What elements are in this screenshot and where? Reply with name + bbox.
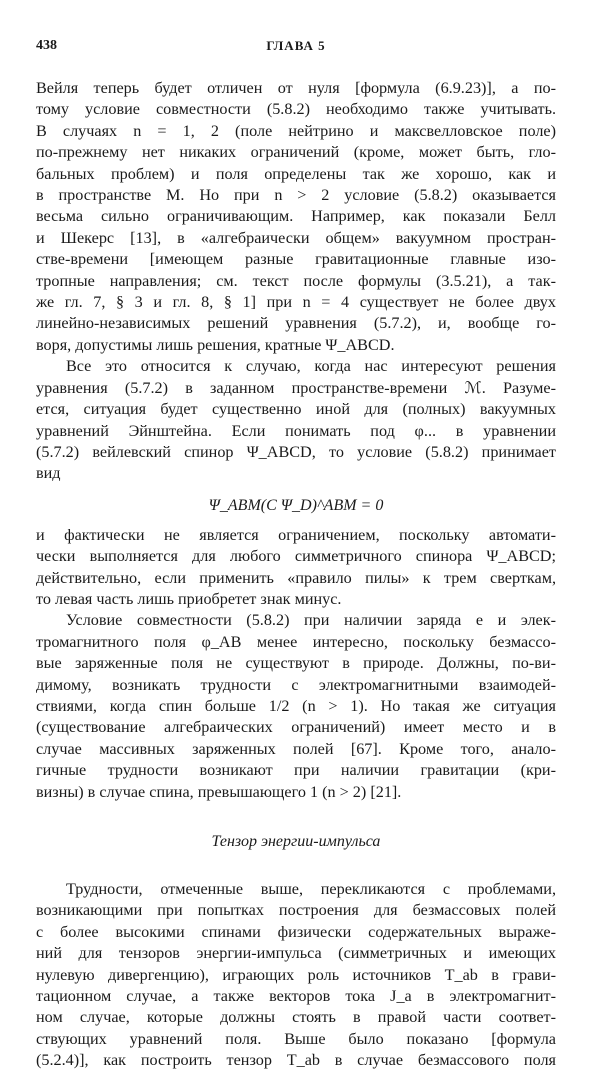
text-line: В случаях n = 1, 2 (поле нейтрино и максвелловское поле) (36, 121, 556, 140)
section-heading: Тензор энергии-импульса (211, 833, 381, 850)
text-line: воря, допустимы лишь решения, кратные Ψ_ABCD. (36, 335, 395, 354)
text-line: ствующих уравнений поля. Выше было показано [формула (36, 1029, 556, 1048)
text-line: ний для тензоров энергии-импульса (симметричных и имеющих (36, 944, 556, 963)
text-line: стве-времени [имеющем разные гравитационные главные изо- (36, 250, 556, 269)
text-line: тационном случае, а также векторов тока J_a в электромагнит- (36, 987, 556, 1006)
text-line: линейно-независимых решений уравнения (5.7.2), и, вообще го- (36, 314, 556, 333)
text-line: и Шекерс [13], в «алгебраически общем» вакуумном простран- (36, 228, 556, 247)
text-line: случае массивных заряженных полей [67]. Кроме того, анало- (36, 739, 556, 758)
text-line: весьма сильно ограничивающим. Например, как показали Белл (36, 207, 556, 226)
running-head (36, 38, 556, 60)
text-line: Вейля теперь будет отличен от нуля [формула (6.9.23)], а по- (36, 79, 556, 97)
text-line: (5.7.2) вейлевский спинор Ψ_ABCD, то условие (5.8.2) принимает (36, 442, 556, 461)
paragraph-2 (36, 356, 556, 484)
text-line: вые заряженные поля не существуют в природе. Должны, по-ви- (36, 654, 556, 673)
text-line: (существование алгебраических ограничений) имеет место и в (36, 718, 556, 737)
text-line: чески выполняется для любого симметричного спинора Ψ_ABCD; (36, 547, 556, 566)
book-page (36, 38, 556, 1072)
text-line: (5.2.4)], как построить тензор T_ab в случае безмассового поля (36, 1051, 556, 1070)
text-line: с более высокими спинами физически содержательных выраже- (36, 922, 556, 941)
page-number: 438 (36, 38, 57, 53)
text-line: уравнений Эйнштейна. Если понимать под φ... в уравнении (36, 421, 556, 440)
text-line: димому, возникать трудности с электромагнитными взаимодей- (36, 675, 556, 694)
text-line: Все это относится к случаю, когда нас интересуют решения (66, 357, 556, 376)
text-line: тромагнитного поля φ_AB менее интересно, поскольку безмассо- (36, 632, 556, 651)
text-line: тому условие совместности (5.8.2) необходимо также учитывать. (36, 100, 556, 119)
text-line: то левая часть лишь приобретет знак минус. (36, 589, 342, 608)
text-line: гичные трудности возникают при наличии гравитации (кри- (36, 761, 556, 780)
text-line: действительно, если применить «правило пилы» к трем сверткам, (36, 568, 556, 587)
paragraph-4 (36, 610, 556, 803)
text-line: ствиями, когда спин больше 1/2 (n > 1). Но такая же ситуация (36, 696, 556, 715)
text-line: в пространстве M. Но при n > 2 условие (5.8.2) оказывается (36, 186, 556, 205)
paragraph-3 (36, 525, 556, 611)
text-line: по-прежнему нет никаких ограничений (кроме, может быть, гло- (36, 143, 556, 162)
text-line: возникающими при попытках построения для безмассовых полей (36, 901, 556, 920)
text-line: вид (36, 464, 61, 483)
paragraph-1 (36, 78, 556, 356)
text-line: тропные направления; см. текст после формулы (3.5.21), а так- (36, 271, 556, 290)
text-line: Трудности, отмеченные выше, перекликаются с проблемами, (66, 880, 556, 898)
text-line: Условие совместности (5.8.2) при наличии заряда e и элек- (66, 611, 556, 630)
text-line: бальных проблем) и поля определены так же хорошо, как и (36, 164, 556, 183)
text-line: ном случае, которые должны стоять в правой части соответ- (36, 1008, 556, 1027)
paragraph-5 (36, 879, 556, 1072)
text-line: и фактически не является ограничением, поскольку автомати- (36, 525, 556, 544)
text-line: ется, ситуация будет существенно иной для (полных) вакуумных (36, 400, 556, 419)
text-line: уравнения (5.7.2) в заданном пространстве-времени ℳ. Разуме- (36, 378, 556, 397)
text-line: визны) в случае спина, превышающего 1 (n > 2) [21]. (36, 782, 402, 801)
weyl-spinor-formula: Ψ_ABM(C Ψ_D)^ABM = 0 (208, 496, 384, 514)
text-line: нулевую дивергенцию), играющих роль источников T_ab в грави- (36, 965, 556, 984)
chapter-title: ГЛАВА 5 (266, 38, 326, 53)
text-line: же гл. 7, § 3 и гл. 8, § 1] при n = 4 существует не более двух (36, 293, 556, 312)
